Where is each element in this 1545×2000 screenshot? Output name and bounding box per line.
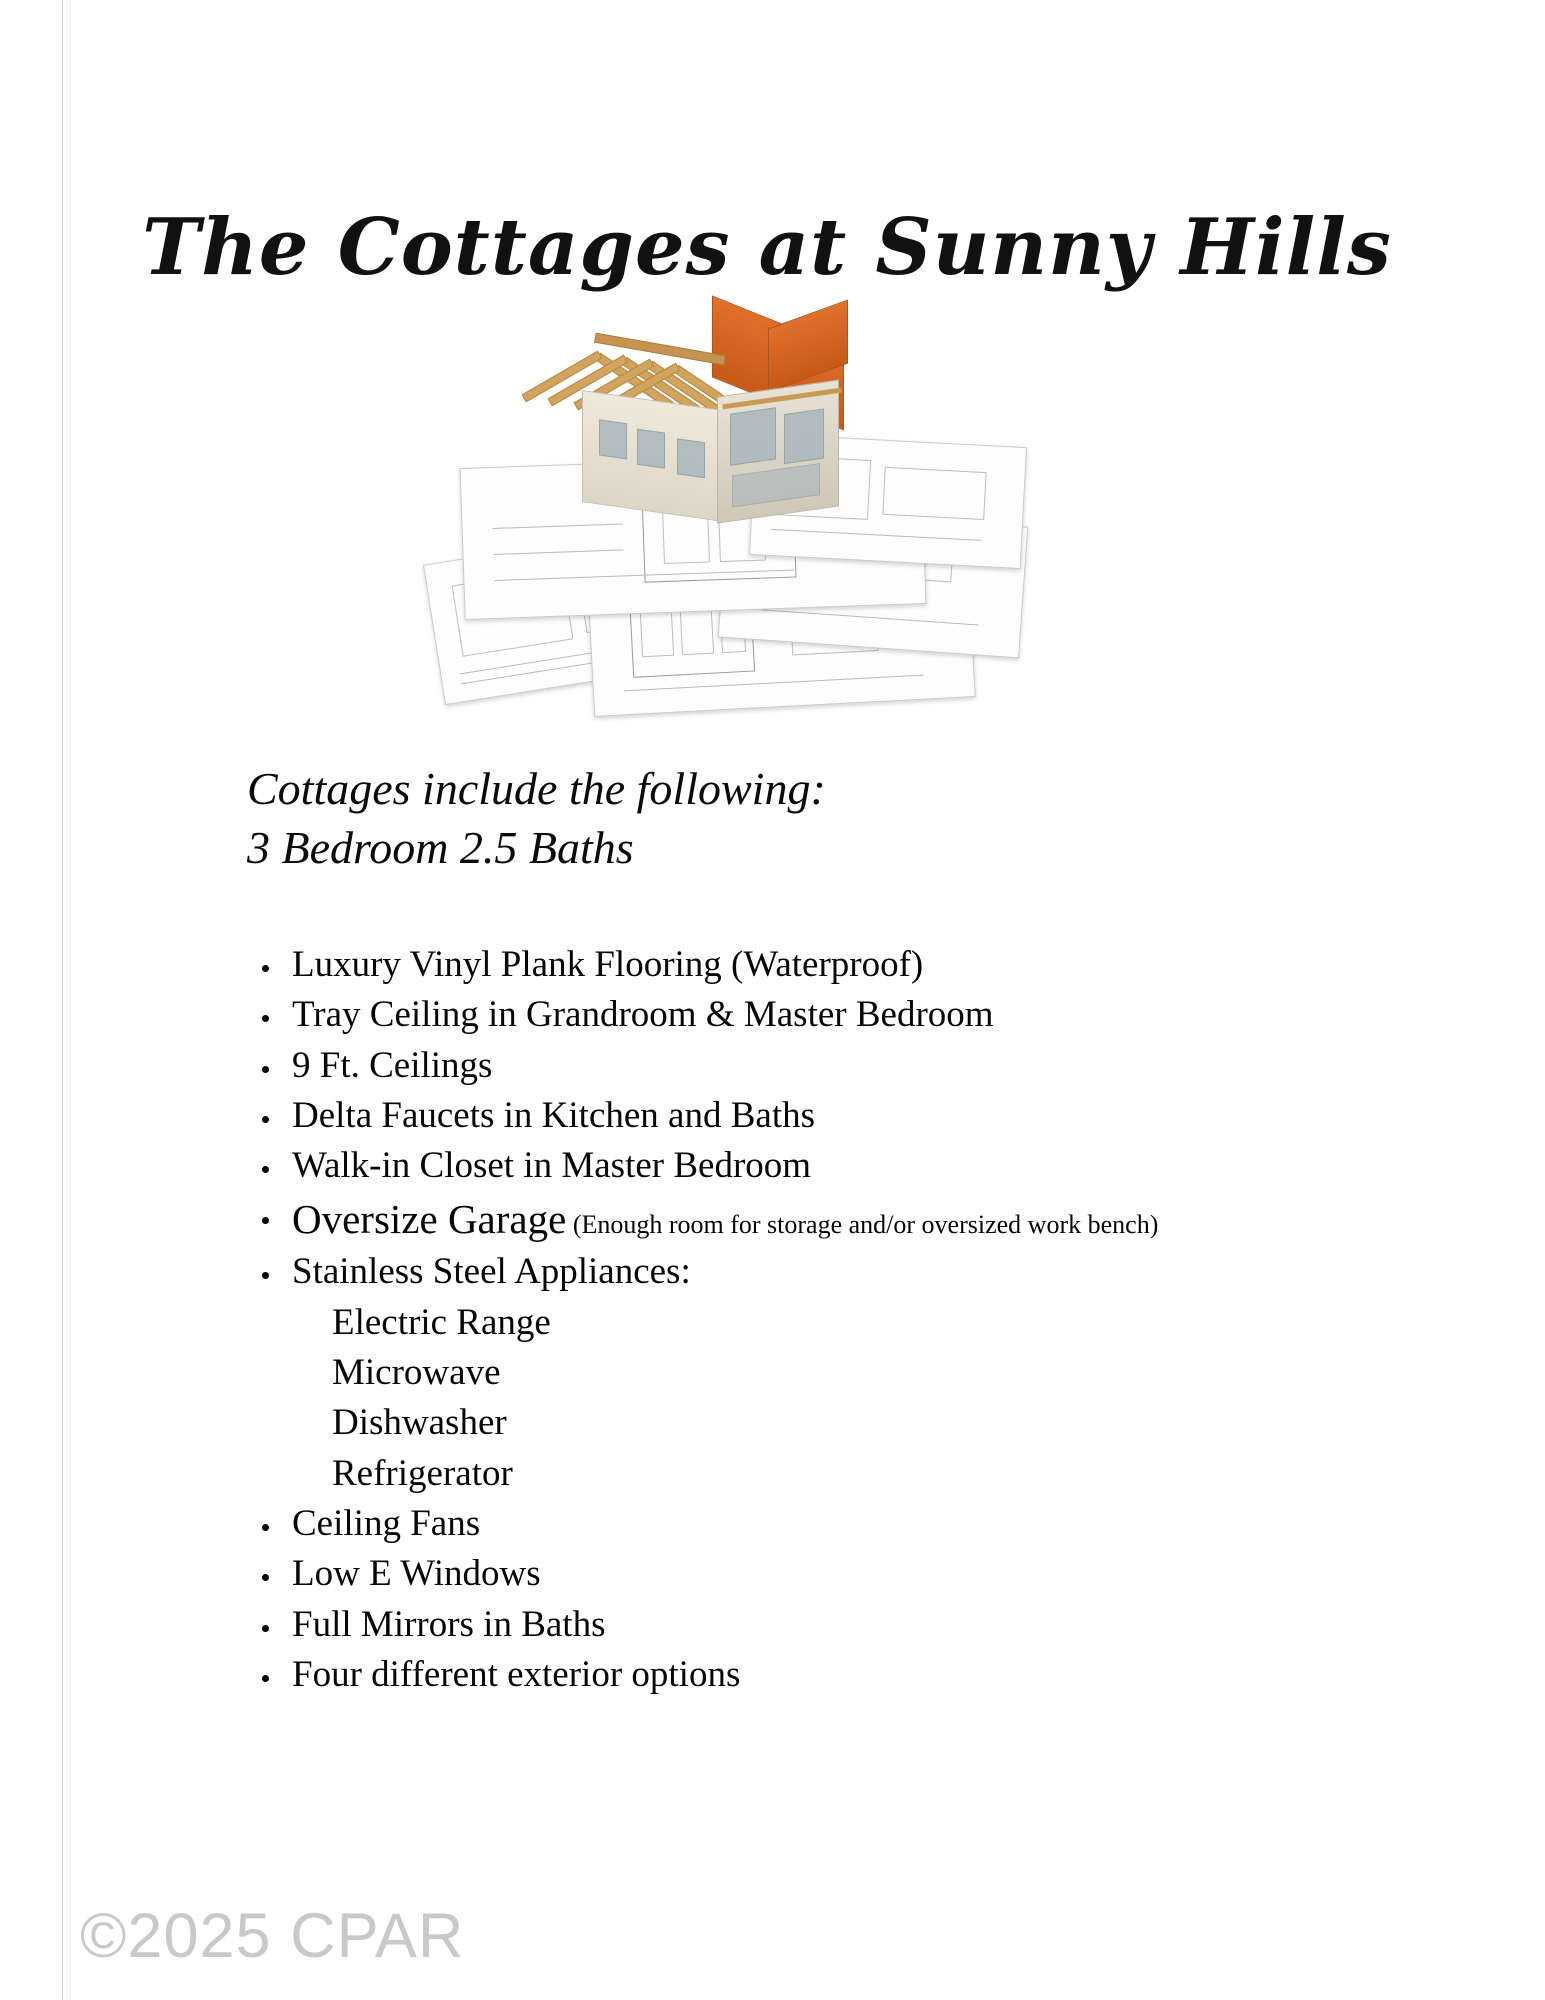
feature-list-item xyxy=(248,1192,1428,1248)
house-blueprint-illustration xyxy=(422,300,1042,700)
copyright-watermark: ©2025 CPAR xyxy=(80,1901,465,1971)
feature-label: Ceiling Fans xyxy=(292,1502,481,1544)
flyer-page xyxy=(72,0,1545,2000)
feature-list-item xyxy=(248,990,1428,1040)
feature-note: (Enough room for storage and/or oversized work bench) xyxy=(566,1209,1159,1239)
appliance-list xyxy=(248,1298,1428,1499)
bullet-icon xyxy=(262,1066,269,1073)
feature-list-item xyxy=(248,1600,1428,1650)
feature-list-item xyxy=(248,1247,1428,1297)
feature-list xyxy=(248,940,1428,1700)
bullet-icon xyxy=(262,1116,269,1123)
bullet-icon xyxy=(262,1574,269,1581)
feature-label: Stainless Steel Appliances: xyxy=(292,1251,691,1293)
feature-label: Four different exterior options xyxy=(292,1653,741,1695)
feature-list-item xyxy=(248,1499,1428,1549)
bullet-icon xyxy=(262,1524,269,1531)
appliance-list-item: Microwave xyxy=(332,1351,501,1393)
feature-label: Delta Faucets in Kitchen and Baths xyxy=(292,1094,816,1136)
feature-label: Oversize Garage xyxy=(292,1195,567,1242)
page-edge-line-secondary xyxy=(70,0,71,2000)
bullet-icon xyxy=(262,1675,269,1682)
lead-paragraph xyxy=(247,760,826,878)
page-title: The Cottages at Sunny Hills xyxy=(142,202,1392,294)
lead-line-2: 3 Bedroom 2.5 Baths xyxy=(247,821,634,873)
feature-label: Walk-in Closet in Master Bedroom xyxy=(292,1145,812,1187)
page-edge-line xyxy=(62,0,63,2000)
bullet-icon xyxy=(262,1272,269,1279)
lead-line-1: Cottages include the following: xyxy=(247,763,826,814)
feature-label: Luxury Vinyl Plank Flooring (Waterproof) xyxy=(292,944,924,985)
bullet-icon xyxy=(262,1015,269,1022)
feature-list-item xyxy=(248,1650,1428,1700)
appliance-list-item: Refrigerator xyxy=(332,1452,513,1494)
bullet-icon xyxy=(262,1217,269,1224)
house-body-left xyxy=(582,390,724,522)
feature-list-item xyxy=(248,940,1428,990)
bullet-icon xyxy=(262,1166,269,1173)
bullet-icon xyxy=(262,1625,269,1632)
feature-list-item xyxy=(248,1041,1428,1091)
feature-list-item xyxy=(248,1141,1428,1191)
feature-list-item xyxy=(248,1549,1428,1599)
feature-label: 9 Ft. Ceilings xyxy=(292,1044,493,1086)
house-model xyxy=(572,300,892,530)
feature-label: Tray Ceiling in Grandroom & Master Bedroom xyxy=(292,994,994,1036)
bullet-icon xyxy=(262,965,269,972)
appliance-list-item: Electric Range xyxy=(332,1301,551,1343)
feature-list-item xyxy=(248,1091,1428,1141)
feature-label: Full Mirrors in Baths xyxy=(292,1603,606,1645)
feature-label: Low E Windows xyxy=(292,1553,541,1595)
appliance-list-item: Dishwasher xyxy=(332,1402,507,1444)
